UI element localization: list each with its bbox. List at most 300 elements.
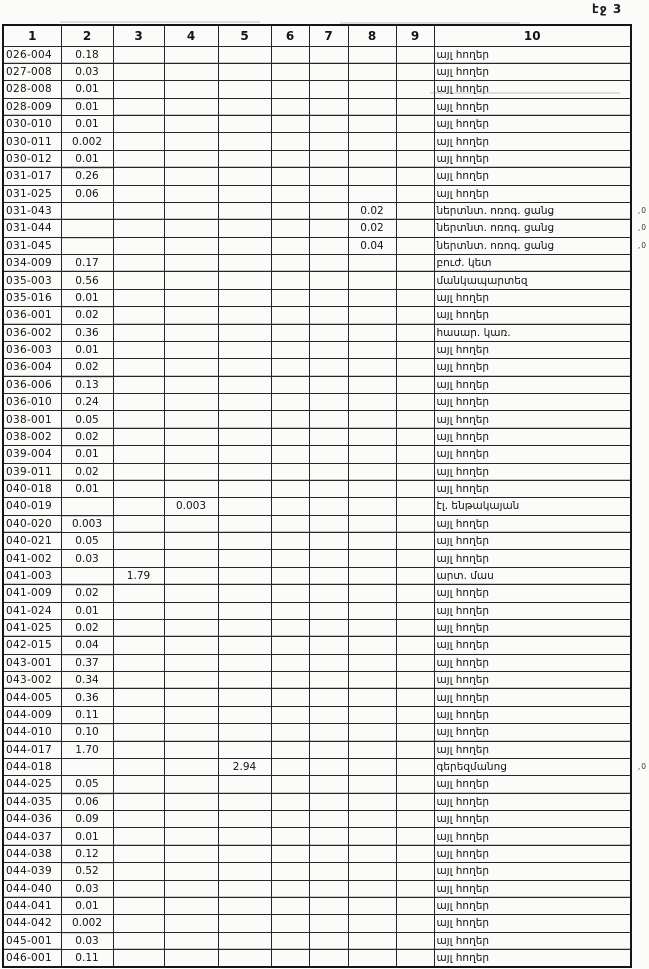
value-cell bbox=[113, 185, 164, 202]
table-row bbox=[3, 811, 631, 828]
value-cell bbox=[113, 446, 164, 463]
value-cell bbox=[164, 880, 218, 897]
value-cell: 0.05 bbox=[61, 533, 113, 550]
value-cell bbox=[348, 932, 396, 949]
value-cell bbox=[218, 863, 271, 880]
value-cell bbox=[271, 394, 309, 411]
column-header-2: 2 bbox=[61, 25, 113, 46]
value-cell bbox=[271, 150, 309, 167]
value-cell bbox=[396, 463, 434, 480]
value-cell bbox=[218, 81, 271, 98]
value-cell bbox=[113, 811, 164, 828]
value-cell bbox=[218, 272, 271, 289]
value-cell bbox=[113, 602, 164, 619]
value-cell bbox=[271, 689, 309, 706]
value-cell bbox=[113, 411, 164, 428]
table-row bbox=[3, 845, 631, 862]
table-row bbox=[3, 863, 631, 880]
value-cell bbox=[164, 793, 218, 810]
value-cell: 0.01 bbox=[61, 150, 113, 167]
land-use-cell: ներտնտ. ոռոգ. ցանց ,0 bbox=[434, 202, 631, 219]
value-cell bbox=[61, 758, 113, 775]
table-row bbox=[3, 776, 631, 793]
value-cell bbox=[164, 915, 218, 932]
parcel-code-cell: 044-018 bbox=[3, 758, 61, 775]
value-cell bbox=[113, 463, 164, 480]
value-cell bbox=[113, 237, 164, 254]
land-use-cell: ներտնտ. ոռոգ. ցանց ,0 bbox=[434, 237, 631, 254]
value-cell bbox=[309, 394, 348, 411]
value-cell bbox=[348, 776, 396, 793]
value-cell bbox=[113, 98, 164, 115]
scan-artifact bbox=[60, 21, 260, 23]
value-cell bbox=[309, 602, 348, 619]
value-cell bbox=[396, 202, 434, 219]
parcel-code-cell: 044-009 bbox=[3, 706, 61, 723]
value-cell bbox=[348, 341, 396, 358]
value-cell bbox=[309, 793, 348, 810]
table-row bbox=[3, 428, 631, 445]
value-cell: 0.02 bbox=[348, 202, 396, 219]
table-row bbox=[3, 63, 631, 80]
value-cell: 0.37 bbox=[61, 654, 113, 671]
land-use-cell: գերեզմանոց ,0 bbox=[434, 758, 631, 775]
value-cell bbox=[164, 133, 218, 150]
value-cell bbox=[396, 724, 434, 741]
value-cell bbox=[309, 463, 348, 480]
parcel-code-cell: 040-019 bbox=[3, 498, 61, 515]
parcel-code-cell: 036-010 bbox=[3, 394, 61, 411]
parcel-code-cell: 038-002 bbox=[3, 428, 61, 445]
value-cell bbox=[113, 63, 164, 80]
value-cell bbox=[348, 376, 396, 393]
value-cell: 0.01 bbox=[61, 602, 113, 619]
value-cell bbox=[113, 672, 164, 689]
parcel-code-cell: 041-002 bbox=[3, 550, 61, 567]
value-cell bbox=[271, 463, 309, 480]
value-cell bbox=[348, 689, 396, 706]
land-use-cell: այլ հողեր bbox=[434, 915, 631, 932]
parcel-code-cell: 039-011 bbox=[3, 463, 61, 480]
value-cell bbox=[396, 307, 434, 324]
value-cell bbox=[271, 533, 309, 550]
value-cell bbox=[396, 480, 434, 497]
value-cell bbox=[164, 863, 218, 880]
value-cell bbox=[218, 550, 271, 567]
land-use-cell: այլ հողեր bbox=[434, 932, 631, 949]
column-header-5: 5 bbox=[218, 25, 271, 46]
value-cell bbox=[164, 428, 218, 445]
value-cell bbox=[113, 897, 164, 914]
value-cell bbox=[396, 637, 434, 654]
value-cell bbox=[218, 950, 271, 967]
value-cell bbox=[164, 307, 218, 324]
table-row bbox=[3, 585, 631, 602]
value-cell bbox=[164, 46, 218, 63]
value-cell bbox=[218, 237, 271, 254]
land-use-cell: այլ հողեր bbox=[434, 845, 631, 862]
value-cell bbox=[309, 133, 348, 150]
value-cell bbox=[309, 880, 348, 897]
table-row bbox=[3, 480, 631, 497]
value-cell bbox=[348, 602, 396, 619]
value-cell bbox=[309, 724, 348, 741]
value-cell bbox=[271, 724, 309, 741]
value-cell bbox=[271, 237, 309, 254]
value-cell bbox=[309, 428, 348, 445]
value-cell: 0.03 bbox=[61, 63, 113, 80]
table-row bbox=[3, 654, 631, 671]
land-use-cell: այլ հողեր bbox=[434, 776, 631, 793]
value-cell bbox=[348, 46, 396, 63]
value-cell bbox=[271, 272, 309, 289]
value-cell bbox=[271, 98, 309, 115]
value-cell: 0.24 bbox=[61, 394, 113, 411]
parcel-code-cell: 036-003 bbox=[3, 341, 61, 358]
parcel-code-cell: 044-040 bbox=[3, 880, 61, 897]
value-cell bbox=[348, 81, 396, 98]
value-cell bbox=[218, 46, 271, 63]
value-cell: 0.02 bbox=[61, 463, 113, 480]
table-row bbox=[3, 950, 631, 967]
value-cell bbox=[396, 567, 434, 584]
value-cell bbox=[271, 828, 309, 845]
table-row bbox=[3, 46, 631, 63]
value-cell bbox=[309, 202, 348, 219]
value-cell bbox=[348, 619, 396, 636]
land-use-cell: այլ հողեր bbox=[434, 289, 631, 306]
table-row bbox=[3, 498, 631, 515]
value-cell bbox=[309, 550, 348, 567]
value-cell bbox=[309, 411, 348, 428]
value-cell bbox=[309, 359, 348, 376]
table-row bbox=[3, 637, 631, 654]
table-row bbox=[3, 133, 631, 150]
value-cell bbox=[164, 63, 218, 80]
value-cell bbox=[164, 758, 218, 775]
land-use-cell: այլ հողեր bbox=[434, 359, 631, 376]
land-use-cell: այլ հողեր bbox=[434, 863, 631, 880]
value-cell bbox=[309, 776, 348, 793]
land-use-cell: այլ հողեր bbox=[434, 811, 631, 828]
value-cell bbox=[396, 585, 434, 602]
value-cell bbox=[271, 446, 309, 463]
value-cell bbox=[396, 237, 434, 254]
column-header-1: 1 bbox=[3, 25, 61, 46]
value-cell bbox=[309, 567, 348, 584]
value-cell bbox=[271, 863, 309, 880]
table-row bbox=[3, 619, 631, 636]
value-cell: 0.01 bbox=[61, 897, 113, 914]
value-cell bbox=[271, 915, 309, 932]
parcel-code-cell: 036-001 bbox=[3, 307, 61, 324]
parcel-code-cell: 041-009 bbox=[3, 585, 61, 602]
value-cell bbox=[309, 185, 348, 202]
land-parcel-table bbox=[2, 24, 647, 968]
value-cell: 0.01 bbox=[61, 341, 113, 358]
value-cell bbox=[218, 533, 271, 550]
land-use-cell: բուժ. կետ bbox=[434, 255, 631, 272]
table-row bbox=[3, 463, 631, 480]
land-use-cell: այլ հողեր bbox=[434, 897, 631, 914]
value-cell: 0.002 bbox=[61, 915, 113, 932]
parcel-code-cell: 028-009 bbox=[3, 98, 61, 115]
value-cell bbox=[218, 98, 271, 115]
value-cell: 0.02 bbox=[61, 359, 113, 376]
value-cell bbox=[113, 932, 164, 949]
parcel-code-cell: 030-011 bbox=[3, 133, 61, 150]
value-cell bbox=[164, 272, 218, 289]
value-cell: 0.002 bbox=[61, 133, 113, 150]
value-cell bbox=[164, 168, 218, 185]
land-use-cell: այլ հողեր bbox=[434, 654, 631, 671]
value-cell bbox=[218, 394, 271, 411]
table-row bbox=[3, 307, 631, 324]
value-cell bbox=[164, 741, 218, 758]
value-cell bbox=[271, 220, 309, 237]
value-cell bbox=[271, 133, 309, 150]
parcel-code-cell: 036-002 bbox=[3, 324, 61, 341]
value-cell: 0.01 bbox=[61, 81, 113, 98]
value-cell bbox=[113, 880, 164, 897]
table-row bbox=[3, 255, 631, 272]
value-cell bbox=[348, 915, 396, 932]
value-cell bbox=[113, 394, 164, 411]
value-cell bbox=[396, 272, 434, 289]
value-cell bbox=[271, 307, 309, 324]
parcel-code-cell: 043-001 bbox=[3, 654, 61, 671]
value-cell bbox=[396, 428, 434, 445]
value-cell bbox=[113, 341, 164, 358]
value-cell bbox=[113, 845, 164, 862]
value-cell bbox=[113, 428, 164, 445]
table-row bbox=[3, 567, 631, 584]
value-cell bbox=[309, 845, 348, 862]
parcel-code-cell: 038-001 bbox=[3, 411, 61, 428]
value-cell bbox=[348, 307, 396, 324]
value-cell bbox=[348, 150, 396, 167]
value-cell bbox=[348, 498, 396, 515]
value-cell bbox=[309, 98, 348, 115]
land-table-body bbox=[3, 46, 647, 967]
value-cell bbox=[218, 324, 271, 341]
land-use-cell: այլ հողեր bbox=[434, 533, 631, 550]
value-cell bbox=[164, 811, 218, 828]
value-cell bbox=[309, 932, 348, 949]
value-cell bbox=[164, 706, 218, 723]
parcel-code-cell: 036-006 bbox=[3, 376, 61, 393]
value-cell: 0.12 bbox=[61, 845, 113, 862]
value-cell bbox=[271, 932, 309, 949]
value-cell bbox=[396, 324, 434, 341]
land-use-cell: այլ հողեր bbox=[434, 706, 631, 723]
value-cell bbox=[164, 550, 218, 567]
column-header-7: 7 bbox=[309, 25, 348, 46]
table-row bbox=[3, 202, 631, 219]
value-cell: 0.06 bbox=[61, 793, 113, 810]
value-cell bbox=[396, 863, 434, 880]
parcel-code-cell: 035-003 bbox=[3, 272, 61, 289]
value-cell bbox=[309, 706, 348, 723]
value-cell bbox=[164, 619, 218, 636]
value-cell bbox=[218, 724, 271, 741]
value-cell bbox=[113, 828, 164, 845]
value-cell bbox=[113, 776, 164, 793]
value-cell bbox=[348, 63, 396, 80]
value-cell bbox=[218, 515, 271, 532]
parcel-code-cell: 041-024 bbox=[3, 602, 61, 619]
column-header-10: 10 bbox=[434, 25, 631, 46]
value-cell bbox=[113, 793, 164, 810]
value-cell bbox=[113, 863, 164, 880]
value-cell bbox=[271, 950, 309, 967]
value-cell bbox=[164, 289, 218, 306]
value-cell bbox=[218, 654, 271, 671]
value-cell bbox=[218, 602, 271, 619]
table-row bbox=[3, 272, 631, 289]
value-cell: 0.09 bbox=[61, 811, 113, 828]
value-cell bbox=[309, 863, 348, 880]
parcel-code-cell: 031-044 bbox=[3, 220, 61, 237]
value-cell: 0.13 bbox=[61, 376, 113, 393]
value-cell bbox=[309, 672, 348, 689]
land-use-cell: այլ հողեր bbox=[434, 133, 631, 150]
value-cell: 0.04 bbox=[348, 237, 396, 254]
value-cell bbox=[218, 828, 271, 845]
value-cell bbox=[164, 845, 218, 862]
value-cell bbox=[113, 359, 164, 376]
value-cell bbox=[218, 359, 271, 376]
land-use-cell: այլ հողեր bbox=[434, 741, 631, 758]
value-cell bbox=[396, 897, 434, 914]
value-cell bbox=[218, 932, 271, 949]
land-use-cell: այլ հողեր bbox=[434, 828, 631, 845]
value-cell bbox=[348, 411, 396, 428]
value-cell bbox=[348, 811, 396, 828]
value-cell bbox=[396, 828, 434, 845]
value-cell bbox=[348, 289, 396, 306]
value-cell bbox=[271, 706, 309, 723]
value-cell bbox=[396, 654, 434, 671]
value-cell bbox=[309, 81, 348, 98]
parcel-code-cell: 041-025 bbox=[3, 619, 61, 636]
value-cell bbox=[164, 480, 218, 497]
value-cell bbox=[309, 741, 348, 758]
value-cell bbox=[218, 619, 271, 636]
value-cell bbox=[271, 185, 309, 202]
value-cell bbox=[113, 706, 164, 723]
land-use-cell: այլ հողեր bbox=[434, 81, 631, 98]
table-row bbox=[3, 689, 631, 706]
value-cell bbox=[271, 515, 309, 532]
value-cell: 0.36 bbox=[61, 324, 113, 341]
value-cell bbox=[164, 463, 218, 480]
value-cell bbox=[271, 46, 309, 63]
value-cell bbox=[348, 133, 396, 150]
value-cell bbox=[309, 758, 348, 775]
land-use-cell: այլ հողեր bbox=[434, 116, 631, 133]
table-row bbox=[3, 324, 631, 341]
value-cell bbox=[348, 654, 396, 671]
value-cell bbox=[309, 376, 348, 393]
value-cell bbox=[396, 255, 434, 272]
value-cell: 0.02 bbox=[61, 585, 113, 602]
value-cell bbox=[396, 672, 434, 689]
value-cell bbox=[396, 776, 434, 793]
value-cell bbox=[164, 116, 218, 133]
value-cell: 0.11 bbox=[61, 950, 113, 967]
land-use-cell: այլ հողեր bbox=[434, 585, 631, 602]
value-cell bbox=[348, 480, 396, 497]
value-cell bbox=[218, 897, 271, 914]
parcel-code-cell: 030-012 bbox=[3, 150, 61, 167]
value-cell: 0.56 bbox=[61, 272, 113, 289]
value-cell bbox=[218, 480, 271, 497]
value-cell bbox=[348, 724, 396, 741]
value-cell bbox=[271, 741, 309, 758]
value-cell bbox=[309, 46, 348, 63]
column-header-4: 4 bbox=[164, 25, 218, 46]
value-cell bbox=[164, 359, 218, 376]
parcel-code-cell: 031-045 bbox=[3, 237, 61, 254]
value-cell bbox=[348, 758, 396, 775]
parcel-code-cell: 040-018 bbox=[3, 480, 61, 497]
value-cell bbox=[113, 758, 164, 775]
value-cell bbox=[271, 758, 309, 775]
table-row bbox=[3, 220, 631, 237]
value-cell bbox=[164, 394, 218, 411]
value-cell: 0.02 bbox=[61, 428, 113, 445]
parcel-code-cell: 031-025 bbox=[3, 185, 61, 202]
value-cell: 0.36 bbox=[61, 689, 113, 706]
table-row bbox=[3, 289, 631, 306]
value-cell bbox=[113, 654, 164, 671]
land-use-cell: այլ հողեր bbox=[434, 619, 631, 636]
value-cell bbox=[113, 915, 164, 932]
value-cell bbox=[309, 828, 348, 845]
table-row bbox=[3, 706, 631, 723]
parcel-code-cell: 044-039 bbox=[3, 863, 61, 880]
value-cell bbox=[113, 376, 164, 393]
value-cell bbox=[348, 98, 396, 115]
value-cell bbox=[348, 533, 396, 550]
value-cell bbox=[348, 515, 396, 532]
value-cell bbox=[218, 672, 271, 689]
parcel-code-cell: 044-037 bbox=[3, 828, 61, 845]
value-cell bbox=[348, 845, 396, 862]
handwritten-margin-note: ,0 bbox=[637, 761, 647, 771]
value-cell bbox=[309, 446, 348, 463]
value-cell: 0.03 bbox=[61, 880, 113, 897]
value-cell: 0.26 bbox=[61, 168, 113, 185]
value-cell bbox=[309, 220, 348, 237]
parcel-code-cell: 030-010 bbox=[3, 116, 61, 133]
parcel-code-cell: 043-002 bbox=[3, 672, 61, 689]
value-cell bbox=[164, 446, 218, 463]
land-use-cell: այլ հողեր bbox=[434, 446, 631, 463]
table-row bbox=[3, 185, 631, 202]
value-cell bbox=[113, 533, 164, 550]
value-cell bbox=[164, 897, 218, 914]
parcel-code-cell: 044-042 bbox=[3, 915, 61, 932]
value-cell bbox=[271, 168, 309, 185]
column-header-6: 6 bbox=[271, 25, 309, 46]
value-cell bbox=[164, 950, 218, 967]
land-use-cell: այլ հողեր bbox=[434, 637, 631, 654]
land-use-cell: էլ. ենթակայան bbox=[434, 498, 631, 515]
value-cell bbox=[271, 63, 309, 80]
value-cell bbox=[348, 793, 396, 810]
